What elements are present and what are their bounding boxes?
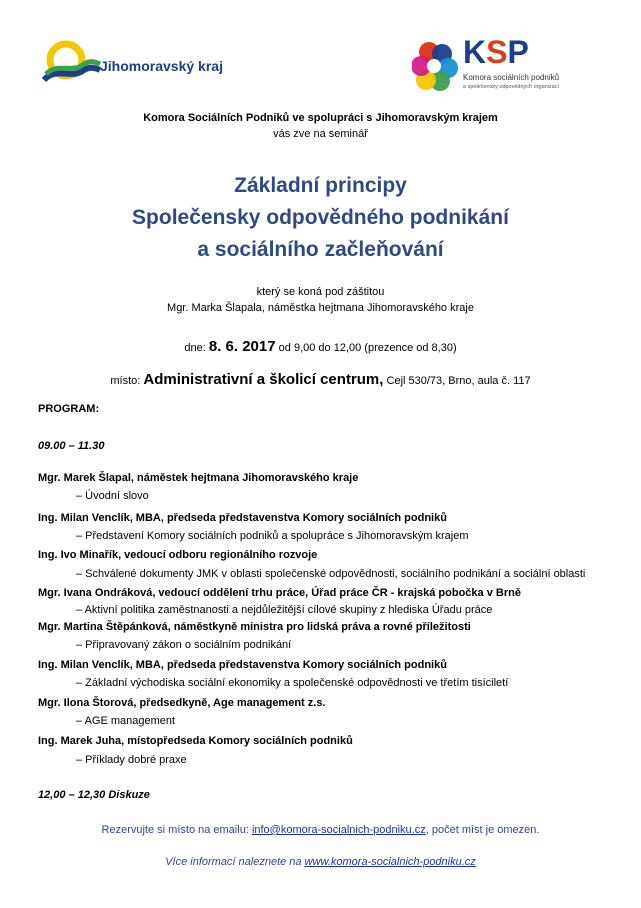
intro-organizers: Komora Sociálních Podniků ve spolupráci s Jihomoravským krajem: [143, 112, 498, 124]
more-info-prefix: Více informací naleznete na: [165, 856, 302, 868]
place-venue: Administrativní a školicí centrum,: [143, 371, 384, 388]
program-topic: – AGE management: [76, 715, 176, 727]
jihomoravsky-kraj-logo: [42, 40, 242, 90]
jihomoravsky-kraj-wordmark: Jihomoravský kraj: [100, 58, 223, 74]
program-speaker: Ing. Marek Juha, místopředseda Komory sociálních podniků: [38, 735, 353, 747]
date-prefix: dne:: [184, 342, 206, 354]
seminar-title-line-2: Společensky odpovědného podnikání: [132, 206, 509, 229]
more-info-note: [0, 856, 641, 868]
website-link[interactable]: www.komora-socialnich-podniku.cz: [304, 856, 476, 868]
date-time: od 9,00 do 12,00 (prezence od 8,30): [278, 342, 457, 354]
date-line: [0, 338, 641, 355]
program-topic: – Úvodní slovo: [76, 490, 149, 502]
place-address: Cejl 530/73, Brno, aula č. 117: [386, 375, 531, 387]
place-line: [0, 371, 641, 388]
program-speaker: Mgr. Marek Šlapal, náměstek hejtmana Jihomoravského kraje: [38, 472, 359, 484]
program-speaker: Mgr. Ilona Štorová, předsedkyně, Age management z.s.: [38, 697, 326, 709]
ksp-logo: [412, 36, 572, 100]
program-topic: – Příklady dobré praxe: [76, 754, 187, 766]
ksp-letter-s: S: [486, 34, 508, 70]
intro-invitation: vás zve na seminář: [273, 128, 368, 140]
ksp-tagline: a společensky odpovědných organizací: [463, 84, 560, 90]
email-link[interactable]: info@komora-socialnich-podniku.cz: [251, 824, 426, 836]
patronage-name: Mgr. Marka Šlapala, náměstka hejtmana Jihomoravského kraje: [167, 302, 474, 314]
seminar-title-line-3: a sociálního začleňování: [197, 238, 444, 261]
program-topic: – Představení Komory sociálních podniků a spolupráce s Jihomoravským krajem: [76, 530, 469, 542]
program-topic: – Schválené dokumenty JMK v oblasti společenské odpovědnosti, sociálního podnikání a sociální oblasti: [76, 568, 586, 580]
program-topic: – Připravovaný zákon o sociálním podnikání: [76, 639, 292, 651]
program-topic: – Základní východiska sociální ekonomiky a společenské odpovědnosti ve třetím tisíciletí: [76, 677, 509, 689]
ksp-letter-p: P: [507, 34, 529, 70]
reservation-suffix: , počet míst je omezen.: [425, 824, 540, 836]
reservation-prefix: Rezervujte si místo na emailu:: [101, 824, 249, 836]
program-speaker: Mgr. Martina Štěpánková, náměstkyně ministra pro lidská práva a rovné příležitosti: [38, 621, 471, 633]
jihomoravsky-kraj-emblem-icon: [42, 40, 102, 86]
seminar-title-line-1: Základní principy: [234, 174, 407, 197]
date-value: 8. 6. 2017: [208, 338, 276, 355]
program-speaker: Mgr. Ivana Ondráková, vedoucí oddělení trhu práce, Úřad práce ČR - krajská pobočka v Brně: [38, 587, 521, 599]
program-speaker: Ing. Milan Venclík, MBA, předseda představenstva Komory sociálních podniků: [38, 512, 447, 524]
program-speaker: Ing. Ivo Minařík, vedoucí odboru regionálního rozvoje: [38, 549, 318, 561]
program-time-block-1: 09.00 – 11.30: [38, 440, 105, 452]
ksp-flower-icon: [412, 36, 460, 96]
patronage-intro: který se koná pod záštitou: [256, 286, 385, 298]
program-topic: – Aktivní politika zaměstnanosti a nejdůležitější cílové skupiny z hlediska Úřadu práce: [76, 604, 493, 616]
ksp-letter-k: K: [463, 34, 487, 70]
program-heading: PROGRAM:: [38, 403, 100, 415]
program-speaker: Ing. Milan Venclík, MBA, předseda představenstva Komory sociálních podniků: [38, 659, 447, 671]
program-time-block-2: 12,00 – 12,30 Diskuze: [38, 789, 150, 801]
ksp-wordmark: [463, 34, 529, 71]
place-prefix: místo:: [110, 375, 141, 387]
reservation-note: [0, 824, 641, 836]
ksp-subtitle: Komora sociálních podniků: [463, 73, 560, 82]
